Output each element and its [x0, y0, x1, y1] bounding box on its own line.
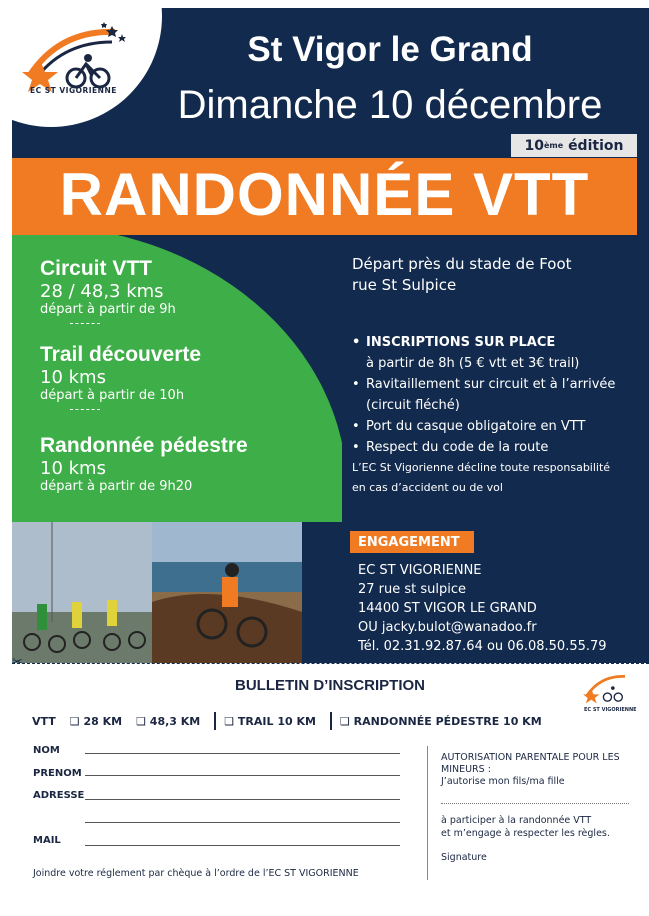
edition-sup: ème: [544, 141, 564, 150]
cut-line: [12, 663, 649, 664]
engagement-label: ENGAGEMENT: [350, 531, 474, 553]
signature-label: Signature: [441, 852, 487, 863]
prenom-label: PRENOM: [33, 768, 82, 779]
adresse-label: ADRESSE: [33, 790, 85, 801]
circuit-rando: [40, 434, 248, 494]
prenom-field[interactable]: [85, 775, 400, 776]
circuit-distance: 10 kms: [40, 458, 106, 479]
circuit-distance: 10 kms: [40, 367, 106, 388]
info-bullets: [352, 332, 615, 458]
address-line: EC ST VIGORIENNE: [358, 563, 482, 578]
circuit-title: Circuit VTT: [40, 257, 153, 280]
edition-word: édition: [568, 137, 624, 154]
event-photos: [12, 522, 302, 663]
adresse-field[interactable]: [85, 799, 400, 800]
bullet-item: • Respect du code de la route: [352, 437, 615, 458]
address-line: 14400 ST VIGOR LE GRAND: [358, 601, 537, 616]
mail-label: MAIL: [33, 835, 61, 846]
title-banner: [12, 158, 637, 235]
depart-info: [352, 254, 572, 296]
form-title: BULLETIN D’INSCRIPTION: [235, 677, 425, 694]
option-48km[interactable]: ❑ 48,3 KM: [136, 714, 201, 728]
adresse-field-2[interactable]: [85, 822, 400, 823]
address-line: 27 rue st sulpice: [358, 582, 467, 597]
auth-line: MINEURS :: [441, 764, 491, 775]
cyclist-star-logo-icon: [578, 671, 636, 707]
club-name: EC ST VIGORIENNE: [30, 86, 117, 95]
depart-line: Départ près du stade de Foot: [352, 255, 572, 273]
payment-note: Joindre votre réglement par chèque à l’ordre de l’EC ST VIGORIENNE: [33, 868, 359, 879]
mail-field[interactable]: [85, 845, 400, 846]
address-line: Tél. 02.31.92.87.64 ou 06.08.50.55.79: [358, 639, 607, 654]
engagement-address: [358, 561, 607, 656]
parental-authorization-2: [441, 814, 610, 840]
divider: [330, 712, 332, 730]
depart-line: rue St Sulpice: [352, 276, 457, 294]
address-line: OU jacky.bulot@wanadoo.fr: [358, 620, 537, 635]
circuits-panel: [12, 235, 342, 522]
disclaimer: [352, 458, 610, 498]
bullet-item: • Ravitaillement sur circuit et à l’arrivée: [352, 374, 615, 395]
bullet-item: • Port du casque obligatoire en VTT: [352, 416, 615, 437]
option-trail[interactable]: ❑ TRAIL 10 KM: [224, 714, 316, 728]
event-date: Dimanche 10 décembre: [177, 83, 603, 127]
form-divider: [427, 746, 428, 880]
town-title: St Vigor le Grand: [247, 30, 533, 69]
vtt-label: VTT: [32, 714, 56, 728]
option-28km[interactable]: ❑ 28 KM: [69, 714, 123, 728]
circuit-vtt: [40, 257, 176, 324]
edition-badge: [511, 134, 637, 157]
auth-line: à participer à la randonnée VTT: [441, 815, 592, 826]
auth-line: AUTORISATION PARENTALE POUR LES: [441, 752, 620, 763]
circuit-title: Randonnée pédestre: [40, 434, 248, 457]
edition-number: 10: [524, 137, 544, 154]
bullet-sub: à partir de 8h (5 € vtt et 3€ trail): [366, 356, 580, 371]
circuit-title: Trail découverte: [40, 343, 202, 366]
circuit-start: départ à partir de 9h: [40, 302, 176, 317]
bullet-sub: (circuit fléché): [366, 398, 460, 413]
banner-title: RANDONNÉE VTT: [59, 161, 590, 228]
circuit-distance: 28 / 48,3 kms: [40, 281, 164, 302]
auth-line: J’autorise mon fils/ma fille: [441, 776, 565, 787]
parental-authorization: [441, 752, 620, 788]
bullet-item: • INSCRIPTIONS SUR PLACE: [352, 332, 615, 353]
nom-field[interactable]: [85, 753, 400, 754]
divider: [70, 409, 100, 410]
course-choices: [32, 712, 556, 730]
child-name-field[interactable]: [441, 803, 629, 804]
divider: [70, 323, 100, 324]
auth-line: et m’engage à respecter les règles.: [441, 828, 610, 839]
disclaimer-line: L’EC St Vigorienne décline toute responsabilité: [352, 461, 611, 474]
nom-label: NOM: [33, 745, 60, 756]
divider: [214, 712, 216, 730]
circuit-start: départ à partir de 10h: [40, 388, 185, 403]
scissors-icon: ✂: [12, 655, 23, 670]
club-name-small: EC ST VIGORIENNE: [584, 707, 637, 713]
disclaimer-line: en cas d’accident ou de vol: [352, 481, 503, 494]
circuit-start: départ à partir de 9h20: [40, 479, 193, 494]
circuit-trail: [40, 343, 201, 410]
option-rando[interactable]: ❑ RANDONNÉE PÉDESTRE 10 KM: [339, 714, 542, 728]
